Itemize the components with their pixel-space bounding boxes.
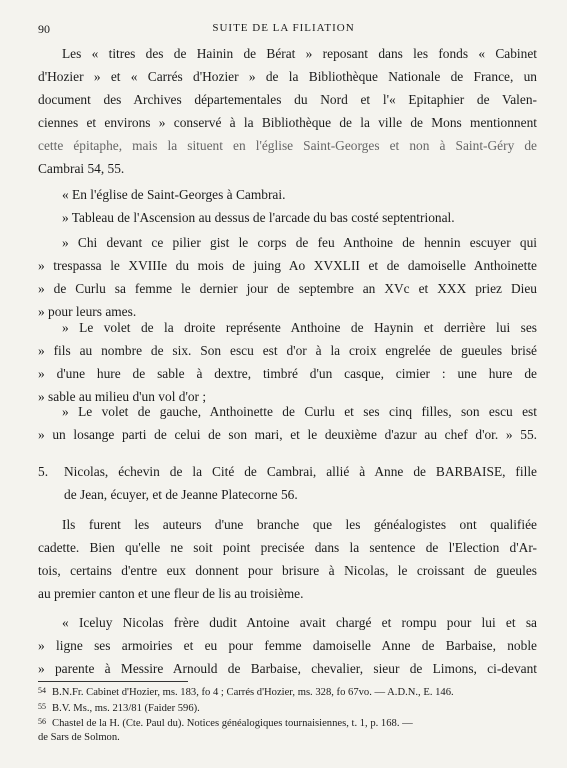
text-line: » un losange parti de celui de son mari, et le deuxième d'azur au chef d'or. » 55. <box>38 427 537 442</box>
footnote-text: B.N.Fr. Cabinet d'Hozier, ms. 183, fo 4 ; Carrés d'Hozier, ms. 328, fo 67vo. — A.D.N., E. 146. <box>52 687 454 698</box>
text-line: ciennes et environs » conservé à la Bibliothèque de la ville de Mons mentionnent <box>38 115 537 130</box>
footnote-text: Chastel de la H. (Cte. Paul du). Notices généalogiques tournaisiennes, t. 1, p. 168. — <box>52 718 413 729</box>
text-line: » Chi devant ce pilier gist le corps de feu Anthoine de hennin escuyer qui <box>62 235 537 250</box>
text-line: » sable au milieu d'un vol d'or ; <box>38 389 207 404</box>
text-line: » d'une hure de sable à dextre, timbré d'un casque, cimier : une hure de <box>38 366 537 381</box>
text-line: » de Curlu sa femme le dernier jour de septembre an XVc et XXX priez Dieu <box>38 281 537 296</box>
quote-left-panel <box>38 400 537 446</box>
text-line: de Jean, écuyer, et de Jeanne Platecorne 56. <box>64 487 298 502</box>
text-line: document des Archives départementales du Nord et l'« Epitaphier de Valen- <box>38 92 537 107</box>
footnote-number: 56 <box>38 717 46 726</box>
entry-nicolas <box>64 460 537 506</box>
text-line: » Le volet de la droite représente Anthoine de Haynin et derrière lui ses <box>62 320 537 335</box>
quote-right-panel <box>38 316 537 408</box>
quote-tableau <box>38 206 537 229</box>
quote-iceluy <box>38 611 537 680</box>
text-line: Ils furent les auteurs d'une branche que les généalogistes ont qualifiée <box>62 517 537 532</box>
text-line: » Le volet de gauche, Anthoinette de Curlu et ses cinq filles, son escu est <box>62 404 537 419</box>
footnote-continuation <box>38 731 537 745</box>
quote-epitaph <box>38 231 537 323</box>
text-line: » parente à Messire Arnould de Barbaise, chevalier, sieur de Limons, ci-devant <box>38 661 537 676</box>
text-line: Les « titres des de Hainin de Bérat » reposant dans les fonds « Cabinet <box>62 46 537 61</box>
item-number: 5. <box>38 464 49 479</box>
text-line: » fils au nombre de six. Son escu est d'or à la croix engrelée de gueules brisé <box>38 343 537 358</box>
branch-paragraph <box>38 513 537 605</box>
footnote-text: de Sars de Solmon. <box>38 731 120 743</box>
intro-paragraph <box>38 42 537 180</box>
text-line: « En l'église de Saint-Georges à Cambrai. <box>62 187 286 202</box>
footnote-number: 55 <box>38 701 46 711</box>
text-line: d'Hozier » et « Carrés d'Hozier » de la Bibliothèque Nationale de France, un <box>38 69 537 84</box>
text-line: » pour leurs ames. <box>38 304 137 319</box>
page-number: 90 <box>38 22 50 36</box>
text-line: Nicolas, échevin de la Cité de Cambrai, allié à Anne de BARBAISE, fille <box>64 464 537 479</box>
footnote <box>38 684 537 700</box>
footnotes <box>38 684 537 744</box>
text-line: Cambrai 54, 55. <box>38 161 125 176</box>
text-line: » ligne ses armoiries et eu pour femme damoiselle Anne de Barbaise, noble <box>38 638 537 653</box>
page-header <box>38 22 529 38</box>
text-line: » Tableau de l'Ascension au dessus de l'arcade du bas costé septentrional. <box>62 210 455 225</box>
footnote-number: 54 <box>38 686 46 695</box>
running-title: SUITE DE LA FILIATION <box>212 22 355 34</box>
text-line: tois, certains d'entre eux donnent pour brisure à Nicolas, le croissant de gueules <box>38 563 537 578</box>
text-line: » trespassa le XVIIIe du mois de juing Ao XVXLII et de damoiselle Anthoinette <box>38 258 537 273</box>
footnote-text: B.V. Ms., ms. 213/81 (Faider 596). <box>52 702 200 714</box>
text-line: « Iceluy Nicolas frère dudit Antoine avait chargé et rompu pour lui et sa <box>62 615 537 630</box>
footnote-rule <box>38 681 188 682</box>
footnote <box>38 700 537 716</box>
footnote <box>38 715 537 731</box>
text-line: cette épitaphe, mais la situent en l'église Saint-Georges et non à Saint-Géry de <box>38 138 537 153</box>
text-line: cadette. Bien qu'elle ne soit point precisée dans la sentence de l'Election d'Ar- <box>38 540 537 555</box>
quote-location <box>38 183 537 206</box>
text-line: au premier canton et une fleur de lis au troisième. <box>38 586 304 601</box>
